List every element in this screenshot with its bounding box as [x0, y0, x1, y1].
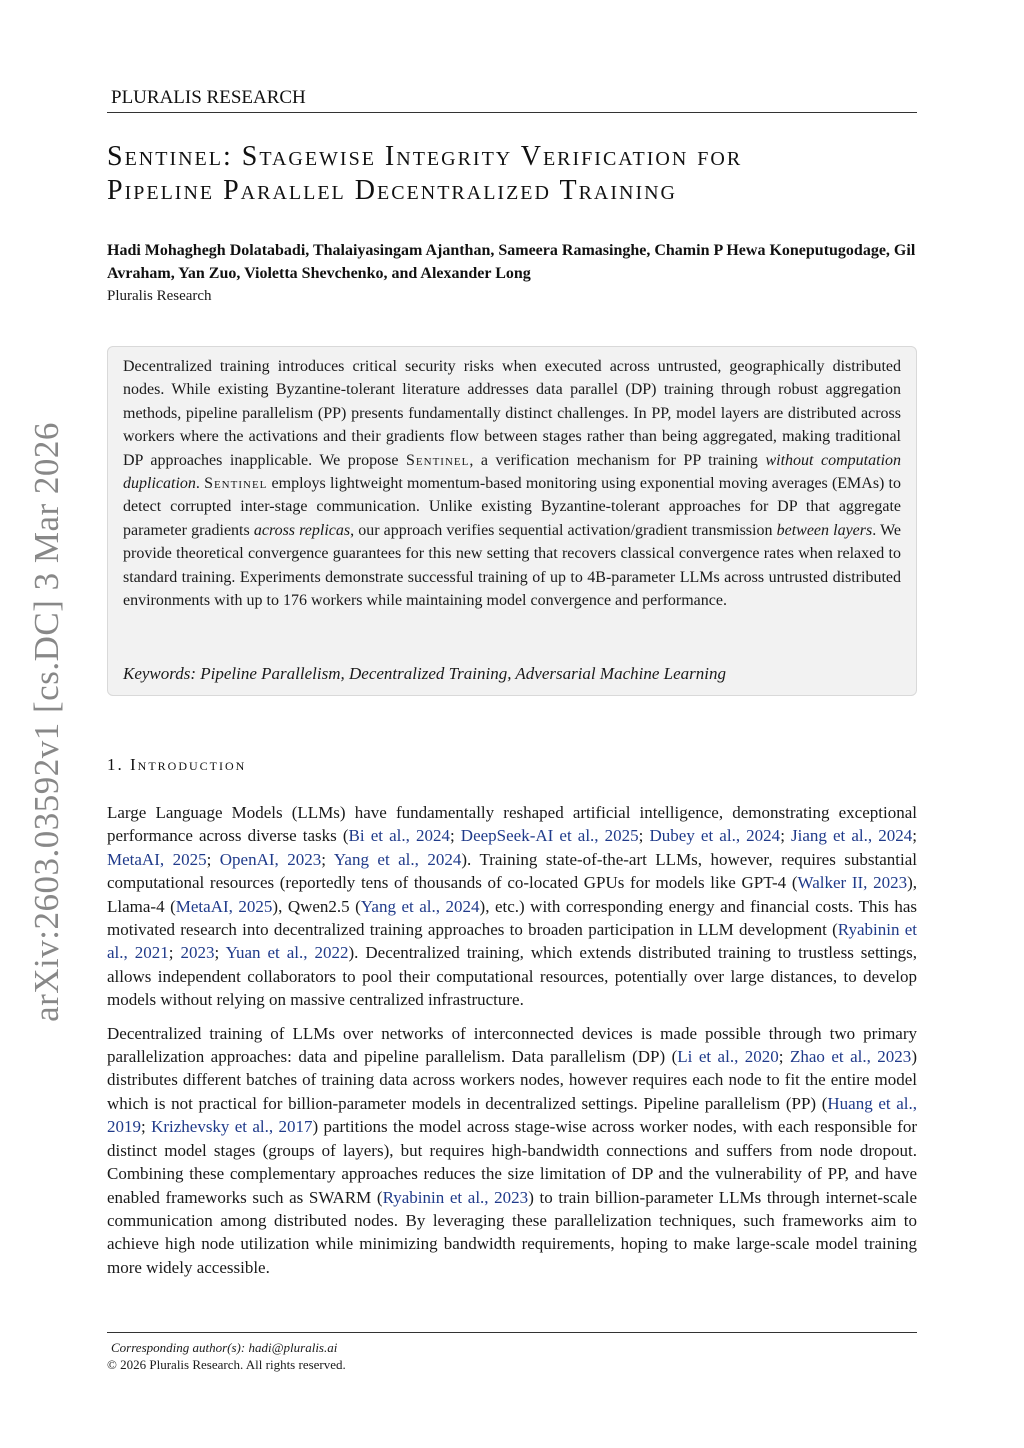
text-segment: ) distributes different batches of training data across workers nodes, however requires each node to fit the entire model which is not practical for billion-parameter models in decentralized settings. Pipeline parallelism (PP) (	[107, 1047, 917, 1113]
citation-link[interactable]: Yang et al., 2024	[360, 896, 480, 916]
abstract-segment: Decentralized training introduces critical security risks when executed across untrusted, geographically distributed nodes. While existing Byzantine-tolerant literature addresses data parallel (DP) training through robust aggregation methods, pipeline parallelism (PP) presents fundamentally distinct challenges. In PP, model layers are distributed across workers where the activations and their gradients flow between stages rather than being aggregated, making traditional DP approaches inapplicable. We propose	[123, 358, 901, 469]
header-org: PLURALIS RESEARCH	[111, 87, 306, 108]
text-segment: ). Decentralized training, which extends distributed training to trustless settings, allows independent collaborators to pool their computational resources, potentially over large distances, to develop models without relying on massive centralized infrastructure.	[107, 943, 917, 1010]
method-name: Sentinel	[406, 451, 470, 469]
abstract-text	[123, 355, 901, 612]
text-segment: ) to train billion-parameter LLMs through internet-scale communication among distributed nodes. By leveraging these parallelization techniques, such frameworks aim to achieve high node utilization while minimizing bandwidth requirements, hoping to make large-scale model training more widely accessible.	[107, 1187, 918, 1277]
citation-link[interactable]: MetaAI, 2025	[107, 849, 207, 869]
text-segment: Large Language Models (LLMs) have fundamentally reshaped artificial intelligence, demonstrating exceptional performance across diverse tasks (	[107, 803, 917, 846]
citation-link[interactable]: Yuan et al., 2022	[225, 943, 349, 963]
citation-link[interactable]: Ryabinin et al., 2023	[382, 1187, 529, 1207]
citation-link[interactable]: OpenAI, 2023	[219, 849, 322, 869]
text-segment: ;	[912, 826, 917, 846]
citation-link[interactable]: Zhao et al., 2023	[789, 1047, 912, 1067]
abstract-segment: , a verification mechanism for PP training	[469, 451, 766, 469]
citation-link[interactable]: DeepSeek-AI et al., 2025	[460, 826, 639, 846]
text-segment: ;	[638, 826, 650, 846]
citation-link[interactable]: Ryabinin et al., 2021	[107, 920, 917, 963]
method-name: Sentinel	[204, 475, 268, 493]
abstract-segment: , our approach verifies sequential activation/gradient transmission	[350, 521, 777, 539]
citation-link[interactable]: Bi et al., 2024	[348, 826, 450, 846]
paper-title	[107, 140, 917, 208]
section-heading-introduction: 1. Introduction	[107, 755, 247, 774]
abstract-segment: employs lightweight momentum-based monitoring using exponential moving averages (EMAs) to detect corrupted inter-stage communication. Unlike existing Byzantine-tolerant approaches for DP that aggregate parameter gradients	[123, 475, 901, 539]
text-segment: ) partitions the model across stage-wise across worker nodes, with each responsible for distinct model stages (groups of layers), but requires high-bandwidth connections and suffers from node dropout. Combining these complementary approaches reduces the size limitation of DP and the vulnerability of PP, and have enabled frameworks such as SWARM (	[107, 1117, 917, 1207]
footnote-rule	[107, 1332, 917, 1333]
text-segment: ), Qwen2.5 (	[272, 896, 361, 916]
copyright-notice: © 2026 Pluralis Research. All rights reserved.	[107, 1357, 346, 1372]
text-segment: ). Training state-of-the-art LLMs, however, requires substantial computational resources (reportedly tens of thousands of co-located GPUs for models like GPT-4 (	[107, 849, 917, 893]
text-segment: ;	[449, 826, 461, 846]
abstract-box	[107, 346, 917, 696]
text-segment: ;	[321, 849, 334, 869]
text-segment: Decentralized training of LLMs over networks of interconnected devices is made possible through two primary parallelization approaches: data and pipeline parallelism. Data parallelism (DP) (	[107, 1023, 917, 1067]
citation-link[interactable]: Dubey et al., 2024	[649, 826, 781, 846]
citation-link[interactable]: Jiang et al., 2024	[791, 826, 913, 846]
text-segment: ;	[206, 849, 220, 869]
abstract-segment: .	[195, 475, 205, 493]
text-segment: ), etc.) with corresponding energy and financial costs. This has motivated research into decentralized training approaches to broaden participation in LLM development (	[107, 896, 917, 940]
paragraph-1	[107, 801, 917, 1012]
citation-link[interactable]: Huang et al., 2019	[107, 1093, 918, 1137]
citation-link[interactable]: 2023	[180, 943, 215, 963]
citation-link[interactable]: Walker II, 2023	[797, 873, 908, 893]
citation-link[interactable]: Li et al., 2020	[677, 1047, 779, 1067]
abstract-emphasis: between layers	[776, 521, 873, 539]
text-segment: ;	[214, 943, 226, 963]
text-segment: ;	[780, 826, 792, 846]
text-segment: ;	[141, 1117, 152, 1137]
abstract-segment: . We provide theoretical convergence guarantees for this new setting that recovers classical convergence rates when relaxed to standard training. Experiments demonstrate successful training of up to 4B-parameter LLMs across untrusted distributed environments with up to 176 workers while maintaining model convergence and performance.	[123, 521, 902, 610]
running-header	[107, 86, 917, 113]
text-segment: ), Llama-4 (	[107, 873, 917, 916]
affiliation: Pluralis Research	[107, 288, 212, 304]
citation-link[interactable]: Krizhevsky et al., 2017	[151, 1117, 313, 1137]
author-list: Hadi Mohaghegh Dolatabadi, Thalaiyasingam Ajanthan, Sameera Ramasinghe, Chamin P Hewa Koneputugodage, Gil Avraham, Yan Zuo, Violetta Shevchenko, and Alexander Long	[107, 242, 916, 282]
title-line-1: Sentinel: Stagewise Integrity Verification for	[107, 141, 743, 172]
introduction-body	[107, 801, 917, 1289]
paragraph-2	[107, 1022, 917, 1279]
corresponding-author: Corresponding author(s): hadi@pluralis.ai	[111, 1340, 338, 1355]
keywords: Keywords: Pipeline Parallelism, Decentralized Training, Adversarial Machine Learning	[123, 664, 726, 683]
citation-link[interactable]: MetaAI, 2025	[175, 896, 273, 916]
abstract-emphasis: without computation duplication	[123, 451, 902, 493]
abstract-emphasis: across replicas	[253, 521, 351, 539]
citation-link[interactable]: Yang et al., 2024	[333, 849, 462, 869]
text-segment: ;	[168, 943, 181, 963]
text-segment: ;	[778, 1047, 790, 1067]
title-line-2: Pipeline Parallel Decentralized Training	[107, 175, 677, 206]
arxiv-stamp: arXiv:2603.03592v1 [cs.DC] 3 Mar 2026	[27, 422, 66, 1022]
